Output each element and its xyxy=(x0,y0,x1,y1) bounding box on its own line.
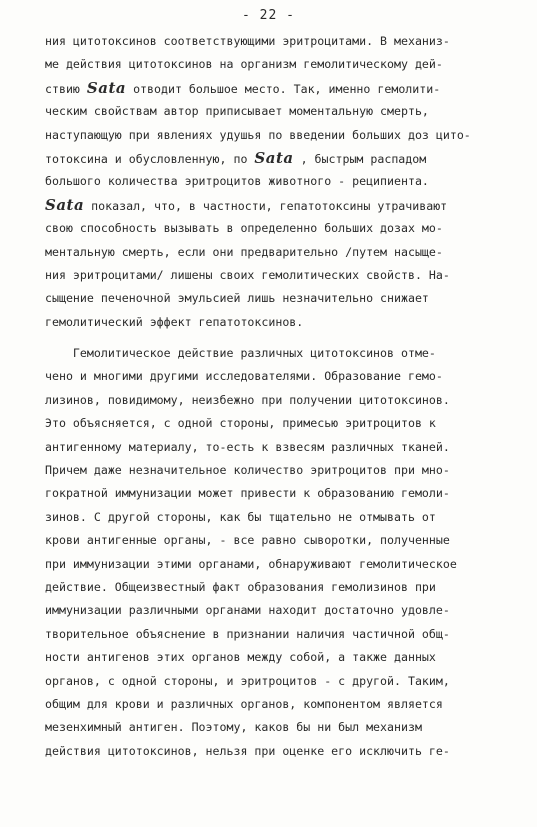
text-line: антигенному материалу, то-есть к взвесям различных тканей. xyxy=(45,439,450,454)
author-name-sata: Sata xyxy=(45,195,85,214)
paragraph-gap xyxy=(45,334,495,342)
text-line: ческим свойствам автор приписывает моментальную смерть, xyxy=(45,104,429,119)
text-line xyxy=(45,147,495,170)
text-line: свою способность вызывать в определенно больших дозах мо- xyxy=(45,221,443,236)
text-line: мезенхимный антиген. Поэтому, каков бы ни был механизм xyxy=(45,720,422,735)
text-line: ния цитотоксинов соответствующими эритроцитами. В механиз- xyxy=(45,34,450,48)
text-line: иммунизации различными органами находит достаточно удовле- xyxy=(45,603,450,618)
text-line: наступающую при явлениях удушья по введении больших доз цито- xyxy=(45,127,471,142)
text-line: ности антигенов этих органов между собой, а также данных xyxy=(45,650,436,665)
text-line: Гемолитическое действие различных цитотоксинов отме- xyxy=(45,346,436,361)
text-line: лизинов, повидимому, неизбежно при получении цитотоксинов. xyxy=(45,392,450,407)
text-line xyxy=(45,194,495,217)
text-line: крови антигенные органы, - все равно сыворотки, полученные xyxy=(45,533,450,548)
author-name-sata: Sata xyxy=(86,78,127,97)
text-line: большого количества эритроцитов животного - реципиента. xyxy=(45,174,429,189)
text-line: органов, с одной стороны, и эритроцитов - с другой. Таким, xyxy=(45,673,450,688)
text-fragment: отводит большое место. Так, именно гемолити- xyxy=(126,81,441,96)
text-line: действия цитотоксинов, нельзя при оценке его исключить ге- xyxy=(45,743,450,758)
author-name-sata: Sata xyxy=(254,148,294,167)
text-fragment: показал, что, в частности, гепатотоксины утрачивают xyxy=(84,198,448,213)
text-fragment: тотоксина и обусловленную, по xyxy=(45,151,255,166)
text-line: ментальную смерть, если они предварительно /путем насыще- xyxy=(45,244,443,259)
text-line: Это объясняется, с одной стороны, примесью эритроцитов к xyxy=(45,416,436,431)
text-line: зинов. С другой стороны, как бы тщательно не отмывать от xyxy=(45,509,436,524)
text-line: чено и многими другими исследователями. Образование гемо- xyxy=(45,369,443,384)
text-line: ме действия цитотоксинов на организм гемолитическому дей- xyxy=(45,57,443,72)
text-fragment: ствию xyxy=(45,81,87,96)
text-line: общим для крови и различных органов, компонентом является xyxy=(45,696,443,711)
text-line: действие. Общеизвестный факт образования гемолизинов при xyxy=(45,579,436,594)
text-line: гократной иммунизации может привести к образованию гемоли- xyxy=(45,486,450,501)
text-line: гемолитический эффект гепатотоксинов. xyxy=(45,314,304,329)
body-text xyxy=(45,30,495,763)
text-fragment: , быстрым распадом xyxy=(293,151,427,166)
text-line: творительное объяснение в признании наличия частичной общ- xyxy=(45,626,450,641)
text-line xyxy=(45,77,495,100)
text-line: Причем даже незначительное количество эритроцитов при мно- xyxy=(45,463,450,478)
page-number: - 22 - xyxy=(242,8,295,23)
text-line: сыщение печеночной эмульсией лишь незначительно снижает xyxy=(45,291,429,306)
text-line: ния эритроцитами/ лишены своих гемолитических свойств. На- xyxy=(45,267,450,282)
text-line: при иммунизации этими органами, обнаруживают гемолитическое xyxy=(45,556,457,571)
